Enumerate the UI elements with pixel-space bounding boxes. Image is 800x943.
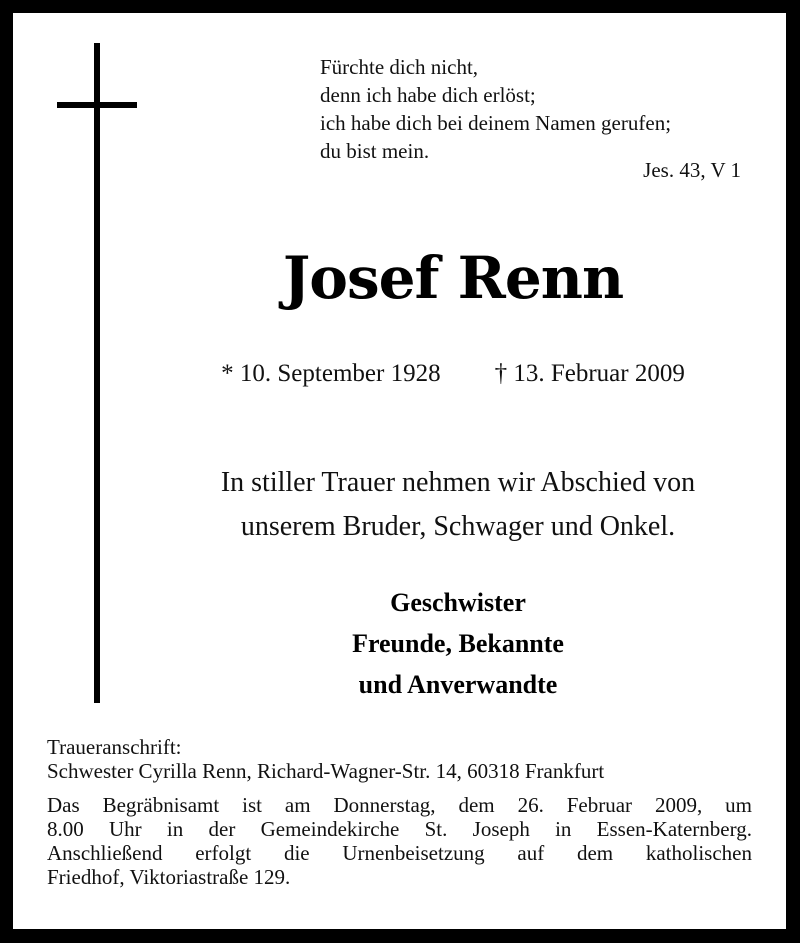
verse-line: denn ich habe dich erlöst; [320,83,536,107]
verse-line: Fürchte dich nicht, [320,55,479,79]
birth-asterisk-icon: * [221,360,234,387]
farewell-line: In stiller Trauer nehmen wir Abschied von [220,467,696,498]
bible-verse [320,53,745,165]
notice-frame [13,13,786,929]
service-line: Anschließend erfolgt die Urnenbeisetzung auf dem katholischen [47,841,752,865]
mourners-line: Freunde, Bekannte [352,629,564,658]
mourners-line: und Anverwandte [358,670,558,699]
death-dagger-icon: † [494,360,508,387]
funeral-service-details [47,793,752,889]
footer-info [47,735,752,889]
verse-reference: Jes. 43, V 1 [643,158,741,182]
address-label: Traueranschrift: [47,735,182,759]
service-line: Friedhof, Viktoriastraße 129. [47,865,291,889]
service-line: Das Begräbnisamt ist am Donnerstag, dem 26. Februar 2009, um [47,793,752,817]
farewell-line: unserem Bruder, Schwager und Onkel. [240,511,676,542]
cross-horizontal-bar [57,102,137,108]
mourners-line: Geschwister [390,588,526,617]
verse-line: du bist mein. [320,139,430,163]
farewell-message [163,461,753,549]
life-dates [163,357,743,391]
deceased-name: Josef Renn [282,244,624,312]
death-date: 13. Februar 2009 [513,360,685,387]
birth-date: 10. September 1928 [239,360,441,387]
service-line: 8.00 Uhr in der Gemeindekirche St. Joseph in Essen-Katernberg. [47,817,752,841]
verse-line: ich habe dich bei deinem Namen gerufen; [320,111,672,135]
mourning-address: Schwester Cyrilla Renn, Richard-Wagner-Str. 14, 60318 Frankfurt [47,759,605,783]
mourners-list [163,582,753,705]
cross-vertical-bar [94,43,100,703]
